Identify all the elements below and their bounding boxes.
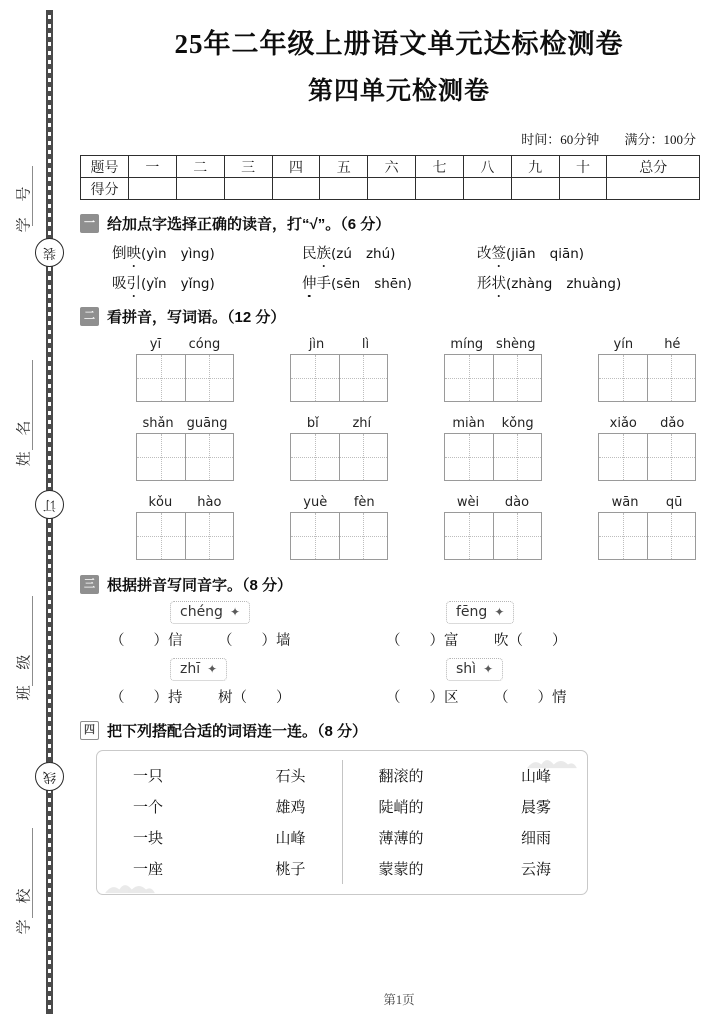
grid-cell[interactable] xyxy=(339,434,388,480)
grid-cell[interactable] xyxy=(599,355,647,401)
match-left-term[interactable]: 一个 xyxy=(133,800,164,816)
grid-cell[interactable] xyxy=(291,513,339,559)
writing-grid[interactable] xyxy=(598,433,696,481)
list-item[interactable] xyxy=(343,791,588,822)
score-col-3: 三 xyxy=(224,156,272,178)
writing-grid[interactable] xyxy=(444,354,542,402)
match-right-term[interactable]: 细雨 xyxy=(520,831,551,847)
seal-xian: 线 xyxy=(35,762,64,791)
grid-cell[interactable] xyxy=(137,513,185,559)
score-table xyxy=(80,155,700,200)
match-left-term[interactable]: 一座 xyxy=(133,862,164,878)
q1-option-1[interactable]: yìn xyxy=(146,246,167,262)
q2-pinyin-2: shèng xyxy=(496,337,536,352)
section-marker-1: 一 xyxy=(80,214,99,233)
section-heading-2 xyxy=(80,306,724,327)
score-cell-8[interactable] xyxy=(463,178,511,200)
page-title: 25年二年级上册语文单元达标检测卷 xyxy=(174,29,624,59)
q1-item[interactable]: 改签(jiān qiān) xyxy=(477,246,585,262)
score-cell-5[interactable] xyxy=(320,178,368,200)
match-right-term[interactable]: 山峰 xyxy=(275,831,306,847)
q3-blank[interactable]: （ ）情 xyxy=(494,690,567,706)
q2-pinyin xyxy=(598,337,696,352)
q2-pinyin-2: cóng xyxy=(188,337,221,352)
q2-pinyin-2: hé xyxy=(664,337,681,352)
exam-full-score: 满分：100分 xyxy=(624,132,696,147)
q1-item[interactable]: 伸手(sēn shēn) xyxy=(302,276,412,292)
writing-grid[interactable] xyxy=(598,354,696,402)
score-cell-9[interactable] xyxy=(511,178,559,200)
q2-word-slot xyxy=(570,495,724,560)
match-right-term[interactable]: 晨雾 xyxy=(520,800,551,816)
q3-blank[interactable]: 吹（ ） xyxy=(494,633,567,649)
writing-grid[interactable] xyxy=(136,354,234,402)
question-1-body xyxy=(112,242,724,293)
q2-word-slot xyxy=(570,416,724,481)
q3-blank[interactable]: 树（ ） xyxy=(218,690,291,706)
seal-ding: 订 xyxy=(35,490,64,519)
q1-item[interactable]: 吸引(yǐn yǐng) xyxy=(112,276,215,292)
grid-cell[interactable] xyxy=(599,434,647,480)
q3-block xyxy=(74,658,724,707)
grid-cell[interactable] xyxy=(339,355,388,401)
q3-pinyin-slot xyxy=(446,601,722,624)
q2-pinyin-1: yuè xyxy=(303,495,328,510)
score-cell-3[interactable] xyxy=(224,178,272,200)
q2-pinyin xyxy=(136,416,234,431)
q2-pinyin-1: wèi xyxy=(456,495,480,510)
q3-blank-slot xyxy=(110,686,386,707)
q2-row xyxy=(74,337,724,402)
q2-pinyin-1: jìn xyxy=(308,337,325,352)
exam-time: 时间：60分钟 xyxy=(521,132,600,147)
grid-cell[interactable] xyxy=(137,355,185,401)
grid-cell[interactable] xyxy=(185,355,234,401)
q3-blank-slot xyxy=(110,629,386,650)
q2-pinyin xyxy=(290,416,388,431)
score-cell-4[interactable] xyxy=(272,178,320,200)
match-right-term[interactable]: 桃子 xyxy=(275,862,306,878)
list-item[interactable] xyxy=(97,822,342,853)
grid-cell[interactable] xyxy=(291,434,339,480)
writing-grid[interactable] xyxy=(136,512,234,560)
q3-pinyin-slot xyxy=(170,601,446,624)
q1-option-2[interactable]: yǐng xyxy=(180,276,210,292)
matching-column-left xyxy=(97,760,342,884)
score-col-10: 十 xyxy=(559,156,607,178)
match-right-term[interactable]: 雄鸡 xyxy=(275,800,306,816)
q2-pinyin-1: kǒu xyxy=(148,495,173,510)
q1-word-char-b: 映 xyxy=(126,246,141,262)
q2-pinyin-1: bǐ xyxy=(306,416,319,431)
q2-word-slot xyxy=(570,337,724,402)
score-col-6: 六 xyxy=(368,156,416,178)
match-left-term[interactable]: 一块 xyxy=(133,831,164,847)
sidebar-label-name: 姓 名 xyxy=(16,414,33,467)
score-cell-10[interactable] xyxy=(559,178,607,200)
q3-pinyin-slot xyxy=(446,658,722,681)
q2-pinyin-2: fèn xyxy=(353,495,375,510)
pen-icon: ✦ xyxy=(494,605,505,619)
question-2-body xyxy=(74,337,724,560)
q3-pinyin-box xyxy=(446,658,503,681)
section-marker-2: 二 xyxy=(80,307,99,326)
q2-pinyin-2: zhí xyxy=(352,416,372,431)
q2-pinyin xyxy=(290,337,388,352)
q1-word-char-a: 吸 xyxy=(112,276,127,292)
pen-icon: ✦ xyxy=(483,662,494,676)
score-col-8: 八 xyxy=(463,156,511,178)
q2-row xyxy=(74,416,724,481)
q1-word-char-b: 签 xyxy=(491,246,506,262)
q3-blank-row xyxy=(74,629,724,650)
q2-pinyin-2: lì xyxy=(361,337,370,352)
page-number: 第1页 xyxy=(383,993,415,1007)
match-left-term[interactable]: 翻滚的 xyxy=(378,769,424,785)
q2-pinyin-1: míng xyxy=(450,337,484,352)
q2-pinyin xyxy=(598,416,696,431)
q1-option-2[interactable]: qiān xyxy=(549,246,579,262)
q3-blank[interactable]: （ ）持 xyxy=(110,690,183,706)
q2-pinyin-2: kǒng xyxy=(501,416,534,431)
q1-word-char-a: 形 xyxy=(477,276,492,292)
section-heading-3 xyxy=(80,574,724,595)
q2-pinyin-2: hào xyxy=(197,495,222,510)
q1-option-1[interactable]: zú xyxy=(336,246,352,262)
score-row-label-number: 题号 xyxy=(81,156,129,178)
matching-column-right xyxy=(342,760,588,884)
binding-sidebar xyxy=(0,0,74,1024)
grid-cell[interactable] xyxy=(185,513,234,559)
matching-box xyxy=(96,750,588,895)
q1-option-1[interactable]: sēn xyxy=(336,276,361,292)
q1-word-char-a: 改 xyxy=(477,246,492,262)
match-right-term[interactable]: 山峰 xyxy=(520,769,551,785)
q2-pinyin-1: xiǎo xyxy=(609,416,637,431)
q1-option-1[interactable]: yǐn xyxy=(146,276,167,292)
q1-option-2[interactable]: zhuàng xyxy=(566,276,616,292)
page-subtitle: 第四单元检测卷 xyxy=(307,78,490,105)
q3-pinyin-box xyxy=(446,601,514,624)
q3-pinyin-box xyxy=(170,601,250,624)
q3-blank[interactable]: （ ）区 xyxy=(386,690,459,706)
q1-item[interactable]: 形状(zhàng zhuàng) xyxy=(477,276,622,292)
grid-cell[interactable] xyxy=(445,355,493,401)
grid-cell[interactable] xyxy=(137,434,185,480)
q2-pinyin-2: guāng xyxy=(186,416,228,431)
score-col-2: 二 xyxy=(176,156,224,178)
q2-pinyin-2: qū xyxy=(665,495,683,510)
q2-pinyin-1: yín xyxy=(613,337,634,352)
q1-item[interactable]: 倒映(yìn yìng) xyxy=(112,246,215,262)
q1-row xyxy=(112,272,724,293)
match-left-term[interactable]: 蒙蒙的 xyxy=(378,862,424,878)
table-row-header xyxy=(81,156,700,178)
grid-cell[interactable] xyxy=(445,513,493,559)
question-3-body xyxy=(74,601,724,707)
pen-icon: ✦ xyxy=(229,605,241,619)
q3-blank-row xyxy=(74,686,724,707)
match-right-term[interactable]: 云海 xyxy=(520,862,551,878)
section-heading-1 xyxy=(80,213,724,234)
score-cell-7[interactable] xyxy=(416,178,464,200)
q1-item[interactable]: 民族(zú zhú) xyxy=(302,246,396,262)
q1-option-1[interactable]: jiān xyxy=(511,246,536,262)
writing-grid[interactable] xyxy=(290,354,388,402)
section-title-1: 给加点字选择正确的读音，打“√”。（6 分） xyxy=(107,216,391,233)
q2-pinyin-1: wān xyxy=(611,495,639,510)
q1-row xyxy=(112,242,724,263)
q1-option-2[interactable]: yìng xyxy=(180,246,210,262)
score-row-label-points: 得分 xyxy=(81,178,129,200)
match-left-term[interactable]: 一只 xyxy=(133,769,164,785)
writing-grid[interactable] xyxy=(444,512,542,560)
sidebar-label-school: 学 校 xyxy=(16,882,33,935)
q3-blank[interactable]: （ ）墙 xyxy=(218,633,291,649)
exam-page xyxy=(74,0,724,1024)
q1-option-2[interactable]: shēn xyxy=(374,276,407,292)
seal-zhuang: 装 xyxy=(35,238,64,267)
q2-pinyin xyxy=(444,337,542,352)
section-marker-3: 三 xyxy=(80,575,99,594)
q2-word-slot xyxy=(262,337,416,402)
q2-pinyin-1: yī xyxy=(149,337,162,352)
q1-word-char-b: 引 xyxy=(126,276,141,292)
q2-pinyin xyxy=(136,337,234,352)
q2-pinyin-2: dǎo xyxy=(660,416,685,431)
q2-word-slot xyxy=(262,495,416,560)
writing-grid[interactable] xyxy=(136,433,234,481)
pen-icon: ✦ xyxy=(207,662,218,676)
q3-blank[interactable]: （ ）富 xyxy=(386,633,459,649)
q2-pinyin-2: dào xyxy=(504,495,530,510)
q2-word-slot xyxy=(108,495,262,560)
match-left-term[interactable]: 陡峭的 xyxy=(378,800,424,816)
sidebar-label-class: 班 级 xyxy=(16,648,33,701)
q3-pinyin-row xyxy=(74,658,724,681)
q2-row xyxy=(74,495,724,560)
q2-word-slot xyxy=(416,416,570,481)
q2-word-slot xyxy=(108,416,262,481)
q3-blank-slot xyxy=(386,629,662,650)
q1-word-char-b: 手 xyxy=(316,276,331,292)
section-marker-4: 四 xyxy=(80,721,99,740)
score-col-5: 五 xyxy=(320,156,368,178)
q3-pinyin-row xyxy=(74,601,724,624)
q2-word-slot xyxy=(416,337,570,402)
question-4-body xyxy=(96,750,724,895)
score-col-7: 七 xyxy=(416,156,464,178)
writing-grid[interactable] xyxy=(290,433,388,481)
q2-pinyin xyxy=(444,495,542,510)
q2-word-slot xyxy=(262,416,416,481)
grid-cell[interactable] xyxy=(493,434,542,480)
score-col-9: 九 xyxy=(511,156,559,178)
score-cell-2[interactable] xyxy=(176,178,224,200)
q2-word-slot xyxy=(416,495,570,560)
q2-word-slot xyxy=(108,337,262,402)
table-row-score xyxy=(81,178,700,200)
match-left-term[interactable]: 薄薄的 xyxy=(378,831,424,847)
grid-cell[interactable] xyxy=(445,434,493,480)
q3-pinyin-box xyxy=(170,658,227,681)
q1-option-1[interactable]: zhàng xyxy=(511,276,553,292)
sidebar-label-student-id: 学 号 xyxy=(16,180,33,233)
writing-grid[interactable] xyxy=(444,433,542,481)
grid-cell[interactable] xyxy=(185,434,234,480)
grid-cell[interactable] xyxy=(599,513,647,559)
cloud-decoration-icon xyxy=(525,753,579,769)
q3-blank[interactable]: （ ）信 xyxy=(110,633,183,649)
q1-word-char-a: 倒 xyxy=(112,246,127,262)
score-cell-total[interactable] xyxy=(607,178,700,200)
q3-pinyin-slot xyxy=(170,658,446,681)
q3-pinyin-text: shì xyxy=(456,661,477,677)
list-item[interactable] xyxy=(97,791,342,822)
grid-cell[interactable] xyxy=(647,355,696,401)
q2-pinyin xyxy=(290,495,388,510)
grid-cell[interactable] xyxy=(493,513,542,559)
q3-pinyin-text: fēng xyxy=(456,604,488,620)
score-cell-1[interactable] xyxy=(129,178,177,200)
q2-pinyin xyxy=(444,416,542,431)
q1-word-char-a: 民 xyxy=(302,246,317,262)
section-title-2: 看拼音，写词语。（12 分） xyxy=(107,309,286,326)
section-heading-4 xyxy=(80,720,724,741)
list-item[interactable] xyxy=(343,853,588,884)
q1-option-2[interactable]: zhú xyxy=(365,246,391,262)
grid-cell[interactable] xyxy=(647,434,696,480)
cloud-decoration-icon xyxy=(103,878,157,894)
section-title-3: 根据拼音写同音字。（8 分） xyxy=(107,577,293,594)
score-cell-6[interactable] xyxy=(368,178,416,200)
list-item[interactable] xyxy=(97,760,342,791)
q3-pinyin-text: chéng xyxy=(180,604,223,620)
q2-pinyin xyxy=(598,495,696,510)
score-col-total: 总分 xyxy=(607,156,700,178)
q3-blank-slot xyxy=(386,686,662,707)
score-col-1: 一 xyxy=(129,156,177,178)
q1-word-char-a: 伸 xyxy=(302,276,317,292)
q3-pinyin-text: zhī xyxy=(180,661,201,677)
q2-pinyin-1: miàn xyxy=(452,416,485,431)
q1-word-char-b: 族 xyxy=(316,246,331,262)
writing-grid[interactable] xyxy=(598,512,696,560)
list-item[interactable] xyxy=(343,822,588,853)
writing-grid[interactable] xyxy=(290,512,388,560)
q2-pinyin xyxy=(136,495,234,510)
q3-block xyxy=(74,601,724,650)
section-title-4: 把下列搭配合适的词语连一连。（8 分） xyxy=(107,723,368,740)
q1-word-char-b: 状 xyxy=(491,276,506,292)
grid-cell[interactable] xyxy=(493,355,542,401)
grid-cell[interactable] xyxy=(647,513,696,559)
match-right-term[interactable]: 石头 xyxy=(275,769,306,785)
exam-meta xyxy=(74,129,724,148)
grid-cell[interactable] xyxy=(291,355,339,401)
grid-cell[interactable] xyxy=(339,513,388,559)
q2-pinyin-1: shǎn xyxy=(142,416,174,431)
score-col-4: 四 xyxy=(272,156,320,178)
